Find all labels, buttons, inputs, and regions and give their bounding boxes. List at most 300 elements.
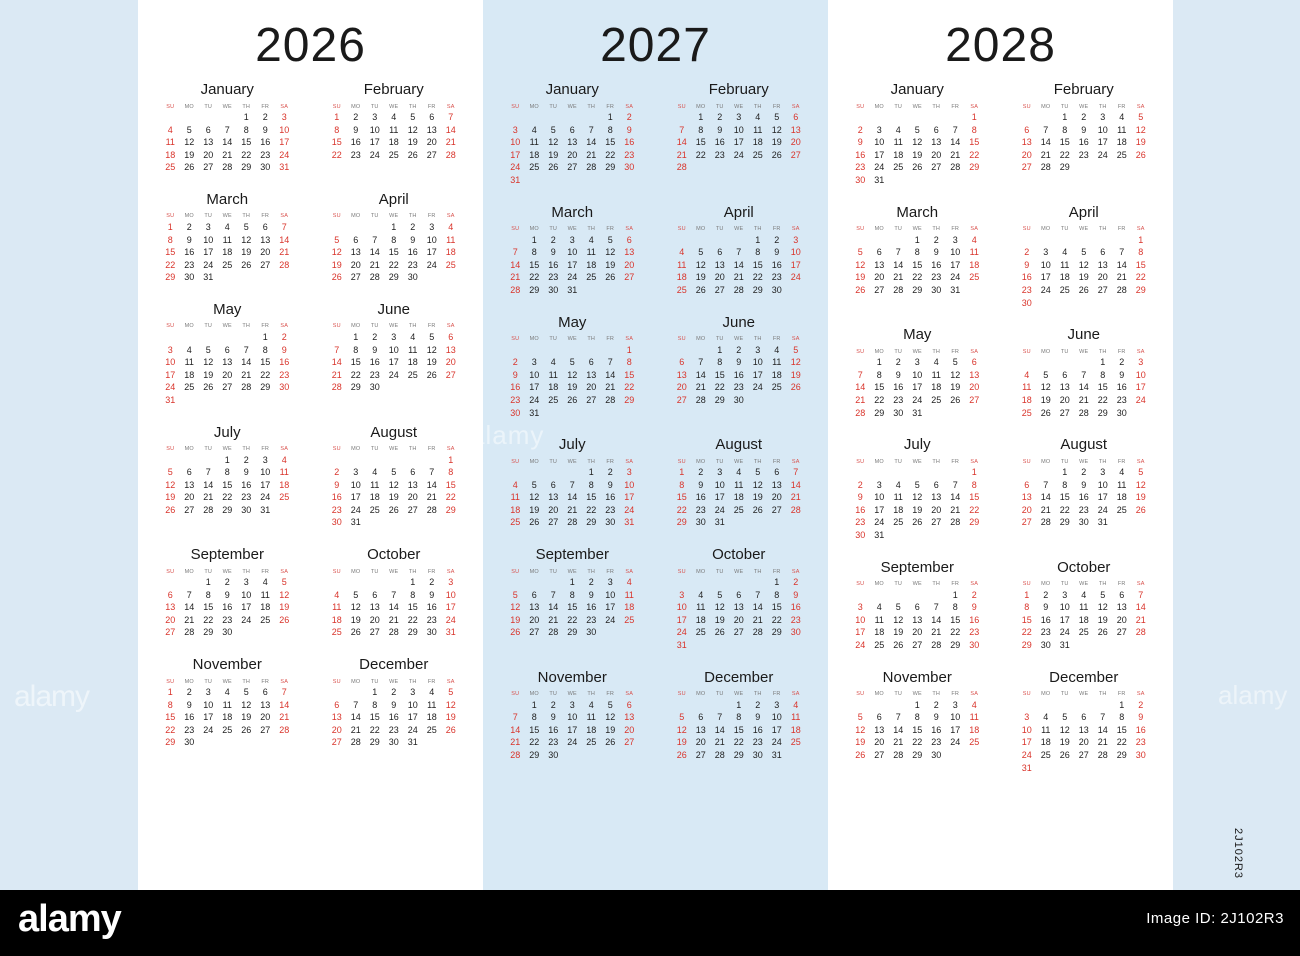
day-cell: 19 (695, 272, 706, 283)
weekday-header: WE (1079, 581, 1089, 588)
footer-brand: alamy (18, 898, 121, 940)
weekday-header: WE (912, 581, 922, 588)
day-cell: 31 (1059, 640, 1070, 651)
day-cell: 29 (969, 517, 980, 528)
day-cell: 6 (1062, 369, 1068, 380)
day-cell: 9 (281, 344, 287, 355)
day-cell: 25 (586, 737, 597, 748)
day-cell: 14 (752, 602, 763, 613)
week-row (851, 724, 984, 737)
day-cell: 3 (1138, 357, 1144, 368)
month-name: November (882, 668, 952, 686)
day-cell: 1 (372, 687, 378, 698)
week-row (506, 479, 639, 492)
day-cell-empty (582, 111, 601, 124)
day-cell: 16 (407, 247, 418, 258)
day-cell: 23 (241, 492, 252, 503)
day-cell-empty (582, 284, 601, 297)
weekday-header: SA (625, 226, 634, 233)
month-table (506, 457, 639, 529)
weekday-header: WE (912, 348, 922, 355)
weekday-header: SU (677, 458, 686, 465)
day-cell-empty (218, 736, 237, 749)
day-cell-empty (620, 284, 639, 297)
month-table (1017, 690, 1150, 775)
day-cell: 16 (548, 259, 559, 270)
day-cell: 9 (717, 124, 723, 135)
day-cell: 30 (388, 737, 399, 748)
weekday-header: TH (932, 226, 941, 233)
day-cell: 24 (950, 272, 961, 283)
day-cell: 12 (1097, 602, 1108, 613)
day-cell: 4 (372, 467, 378, 478)
day-cell-empty (946, 466, 965, 479)
day-cell-empty (161, 576, 180, 589)
day-cell: 4 (933, 357, 939, 368)
day-cell: 20 (260, 712, 271, 723)
day-cell: 12 (893, 614, 904, 625)
day-cell-empty (729, 234, 748, 247)
day-cell: 30 (222, 627, 233, 638)
day-cell: 31 (874, 530, 885, 541)
weekday-header: TH (242, 678, 251, 685)
week-row (672, 234, 805, 247)
day-cell-empty (544, 407, 563, 420)
day-cell: 21 (790, 492, 801, 503)
week-row (851, 381, 984, 394)
day-cell: 15 (388, 247, 399, 258)
day-cell: 21 (445, 137, 456, 148)
weekday-header: MO (874, 581, 884, 588)
day-cell-empty (1036, 356, 1055, 369)
day-cell: 23 (1040, 627, 1051, 638)
day-cell: 7 (679, 124, 685, 135)
week-row (672, 639, 805, 652)
day-cell: 5 (755, 467, 761, 478)
day-cell: 4 (971, 699, 977, 710)
day-cell: 1 (243, 112, 249, 122)
day-cell: 17 (771, 724, 782, 735)
day-cell: 28 (510, 750, 521, 760)
week-row (161, 221, 294, 234)
day-cell: 23 (1078, 149, 1089, 160)
day-cell-empty (965, 529, 984, 542)
weekday-header: TH (753, 691, 762, 698)
week-row (327, 234, 460, 247)
day-cell-empty (441, 381, 460, 394)
day-cell: 26 (855, 284, 866, 295)
day-cell: 15 (624, 369, 635, 380)
day-cell: 17 (1097, 492, 1108, 503)
weekday-header: SA (446, 323, 455, 330)
week-row (1017, 124, 1150, 137)
week-row (672, 614, 805, 627)
day-cell: 17 (1097, 137, 1108, 148)
day-cell: 18 (184, 369, 195, 380)
day-cell: 26 (331, 272, 342, 283)
day-cell: 30 (931, 284, 942, 295)
day-cell: 29 (1116, 750, 1127, 760)
day-cell: 28 (855, 407, 866, 418)
day-cell: 25 (445, 259, 456, 270)
day-cell: 28 (1040, 162, 1051, 173)
day-cell: 10 (912, 369, 923, 380)
day-cell: 6 (876, 712, 882, 723)
day-cell-empty (1055, 762, 1074, 775)
week-row (851, 394, 984, 407)
day-cell: 11 (969, 247, 979, 258)
day-cell: 23 (605, 504, 616, 515)
weekday-header: SA (970, 691, 979, 698)
weekday-header: SU (511, 691, 520, 698)
day-cell: 6 (876, 247, 882, 258)
day-cell: 18 (331, 614, 342, 625)
day-cell: 14 (893, 259, 904, 270)
day-cell: 13 (222, 357, 233, 368)
day-cell: 16 (426, 602, 437, 613)
day-cell: 3 (774, 699, 780, 710)
day-cell: 2 (243, 454, 249, 465)
day-cell: 18 (426, 712, 437, 723)
day-cell-empty (870, 699, 889, 712)
day-cell-empty (544, 466, 563, 479)
day-cell: 31 (445, 627, 456, 638)
day-cell-empty (851, 699, 870, 712)
day-cell: 7 (550, 589, 556, 600)
day-cell-empty (237, 626, 256, 639)
weekday-header: TU (204, 446, 213, 452)
day-cell: 8 (1024, 602, 1030, 613)
day-cell: 10 (388, 344, 399, 355)
day-cell: 3 (391, 331, 397, 342)
day-cell: 2 (774, 234, 780, 245)
day-cell: 20 (548, 504, 559, 515)
day-cell: 20 (874, 272, 885, 283)
day-cell: 29 (241, 162, 252, 173)
weekday-header: SU (511, 458, 520, 465)
week-row (851, 614, 984, 627)
day-cell: 17 (1135, 382, 1146, 393)
day-cell: 28 (790, 504, 801, 515)
week-row (1017, 149, 1150, 162)
day-cell: 24 (605, 614, 616, 625)
day-cell: 22 (771, 614, 782, 625)
week-row (672, 124, 805, 137)
week-row (506, 246, 639, 259)
weekday-header: TH (242, 103, 251, 110)
day-cell: 9 (793, 589, 799, 600)
day-cell: 22 (586, 504, 597, 515)
day-cell-empty (601, 749, 620, 762)
weekday-header: SU (166, 446, 175, 452)
day-cell: 19 (407, 137, 418, 148)
day-cell: 14 (203, 479, 214, 490)
day-cell-empty (1112, 516, 1131, 529)
day-cell: 21 (388, 614, 399, 625)
day-cell: 6 (372, 589, 378, 600)
weekday-header: MO (351, 213, 361, 220)
day-cell: 8 (531, 712, 537, 723)
day-cell: 13 (624, 247, 635, 258)
day-cell: 13 (203, 137, 214, 148)
day-cell: 11 (696, 602, 706, 613)
weekday-header: WE (912, 691, 922, 698)
day-cell: 21 (203, 492, 214, 503)
year-title: 2027 (600, 19, 711, 72)
day-cell: 27 (1021, 162, 1032, 173)
month-table (506, 225, 639, 297)
weekday-header: MO (351, 323, 361, 330)
day-cell: 29 (1059, 162, 1070, 173)
day-cell: 14 (548, 602, 559, 613)
day-cell: 29 (1059, 517, 1070, 528)
day-cell: 27 (260, 724, 271, 735)
day-cell: 9 (607, 479, 613, 490)
weekday-header: WE (1079, 458, 1089, 465)
day-cell-empty (908, 529, 927, 542)
day-cell: 25 (1021, 407, 1032, 418)
day-cell: 26 (1097, 627, 1108, 638)
week-row (1017, 271, 1150, 284)
day-cell: 2 (281, 331, 287, 342)
day-cell-empty (1055, 234, 1074, 247)
day-cell: 26 (203, 382, 214, 393)
day-cell: 27 (771, 504, 782, 515)
day-cell: 22 (222, 492, 233, 503)
weekday-header: FR (427, 103, 436, 110)
day-cell: 24 (510, 162, 521, 173)
day-cell: 13 (369, 602, 380, 613)
day-cell-empty (422, 381, 441, 394)
day-cell: 1 (262, 331, 268, 342)
day-cell: 1 (167, 221, 173, 232)
day-cell-empty (1036, 297, 1055, 310)
day-cell: 20 (586, 382, 597, 393)
weekday-header: WE (222, 323, 232, 330)
day-cell: 6 (186, 467, 192, 478)
weekday-header: SU (1022, 581, 1031, 588)
weekday-header: SA (1136, 103, 1145, 110)
day-cell: 2 (1043, 589, 1049, 600)
day-cell-empty (851, 356, 870, 369)
day-cell: 14 (279, 234, 290, 245)
weekday-header: TH (587, 226, 596, 233)
day-cell: 29 (586, 517, 597, 528)
day-cell: 3 (569, 234, 575, 245)
day-cell: 21 (931, 627, 942, 638)
week-row (161, 466, 294, 479)
weekday-header: WE (1079, 348, 1089, 355)
day-cell: 28 (350, 737, 361, 748)
day-cell: 28 (950, 162, 961, 173)
day-cell: 6 (626, 699, 632, 710)
day-cell: 13 (184, 479, 195, 490)
day-cell: 3 (281, 112, 287, 122)
month-table (506, 690, 639, 762)
day-cell: 2 (262, 112, 268, 122)
day-cell: 21 (1097, 737, 1108, 748)
month-block (144, 656, 311, 749)
week-row (161, 724, 294, 737)
day-cell: 25 (407, 369, 418, 380)
day-cell: 10 (407, 699, 418, 710)
day-cell-empty (786, 394, 805, 407)
day-cell: 28 (1135, 627, 1146, 638)
week-row (851, 111, 984, 124)
day-cell-empty (786, 161, 805, 174)
day-cell: 12 (676, 724, 687, 735)
day-cell: 10 (203, 699, 214, 710)
day-cell: 31 (279, 162, 290, 173)
day-cell: 18 (279, 479, 290, 490)
day-cell: 19 (567, 382, 578, 393)
week-row (506, 284, 639, 297)
day-cell: 8 (736, 712, 742, 723)
day-cell: 20 (676, 382, 687, 393)
week-row (851, 466, 984, 479)
month-table (851, 225, 984, 297)
day-cell: 11 (586, 712, 596, 723)
week-row (506, 271, 639, 284)
day-cell: 26 (912, 162, 923, 173)
weekday-header: FR (1117, 348, 1126, 355)
weekday-header: TH (753, 336, 762, 343)
day-cell: 15 (203, 602, 214, 613)
weekday-header: TU (894, 103, 903, 110)
week-row (327, 601, 460, 614)
day-cell-empty (710, 699, 729, 712)
watermark-left: alamy (14, 680, 90, 713)
day-cell: 6 (588, 357, 594, 368)
month-block (1001, 81, 1168, 187)
day-cell: 1 (531, 699, 537, 710)
month-name: May (558, 313, 587, 331)
day-cell: 2 (550, 699, 556, 710)
month-block (656, 669, 823, 762)
weekday-header: SU (332, 568, 341, 575)
day-cell-empty (327, 454, 346, 467)
day-cell: 18 (969, 724, 980, 735)
weekday-header: FR (951, 103, 960, 110)
month-table (327, 322, 460, 394)
day-cell: 18 (1040, 737, 1051, 748)
day-cell: 10 (260, 467, 271, 478)
day-cell-empty (748, 639, 767, 652)
day-cell: 29 (407, 627, 418, 638)
day-cell: 20 (331, 724, 342, 735)
day-cell: 8 (262, 344, 268, 355)
day-cell: 4 (626, 577, 632, 588)
day-cell: 1 (914, 699, 920, 710)
day-cell: 6 (429, 112, 435, 122)
day-cell: 23 (369, 369, 380, 380)
day-cell: 19 (912, 149, 923, 160)
day-cell: 6 (569, 124, 575, 135)
day-cell: 31 (567, 284, 578, 295)
day-cell: 15 (241, 137, 252, 148)
day-cell-empty (180, 454, 199, 467)
week-row (327, 466, 460, 479)
week-row (161, 246, 294, 259)
month-block (311, 424, 478, 530)
day-cell: 14 (222, 137, 233, 148)
month-block (834, 81, 1001, 187)
day-cell: 16 (1116, 382, 1127, 393)
month-grid (828, 81, 1173, 791)
day-cell: 2 (698, 467, 704, 478)
day-cell: 28 (279, 259, 290, 270)
day-cell: 3 (429, 221, 435, 232)
week-row (327, 454, 460, 467)
day-cell: 8 (679, 479, 685, 490)
week-row (672, 344, 805, 357)
day-cell: 13 (931, 137, 942, 148)
day-cell: 29 (529, 750, 540, 760)
day-cell: 1 (205, 577, 211, 588)
day-cell: 16 (733, 369, 744, 380)
day-cell: 4 (334, 589, 340, 600)
day-cell: 3 (531, 357, 537, 368)
month-name: March (206, 190, 249, 208)
day-cell: 30 (1116, 407, 1127, 418)
week-row (161, 161, 294, 174)
day-cell: 1 (971, 467, 977, 478)
day-cell: 20 (350, 259, 361, 270)
day-cell-empty (237, 331, 256, 344)
day-cell-empty (199, 454, 218, 467)
day-cell-empty (422, 736, 441, 749)
day-cell: 1 (410, 577, 416, 588)
day-cell: 4 (531, 124, 537, 135)
day-cell: 3 (1062, 589, 1068, 600)
day-cell: 21 (733, 272, 744, 283)
day-cell: 26 (407, 149, 418, 160)
week-row (161, 356, 294, 369)
day-cell: 17 (624, 492, 635, 503)
day-cell: 1 (167, 687, 173, 698)
day-cell-empty (927, 111, 946, 124)
weekday-header: TU (1060, 103, 1069, 110)
day-cell: 5 (167, 467, 173, 478)
day-cell: 24 (733, 149, 744, 160)
day-cell: 30 (969, 640, 980, 651)
day-cell: 11 (753, 124, 763, 135)
day-cell: 14 (1135, 602, 1146, 613)
week-row (1017, 601, 1150, 614)
day-cell: 6 (736, 589, 742, 600)
month-name: May (213, 300, 242, 318)
day-cell: 9 (1138, 712, 1144, 723)
month-table (672, 102, 805, 174)
day-cell: 27 (790, 149, 801, 160)
day-cell: 15 (695, 137, 706, 148)
day-cell: 6 (448, 331, 454, 342)
day-cell: 10 (1135, 369, 1146, 380)
day-cell: 15 (369, 712, 380, 723)
day-cell: 8 (205, 589, 211, 600)
day-cell-empty (1112, 234, 1131, 247)
day-cell: 4 (895, 479, 901, 490)
month-table (672, 690, 805, 762)
day-cell: 5 (857, 712, 863, 723)
weekday-header: TH (932, 581, 941, 588)
day-cell: 26 (510, 627, 521, 638)
day-cell-empty (161, 111, 180, 124)
day-cell-empty (710, 576, 729, 589)
week-row (161, 491, 294, 504)
day-cell: 31 (912, 407, 923, 418)
day-cell: 20 (1021, 149, 1032, 160)
